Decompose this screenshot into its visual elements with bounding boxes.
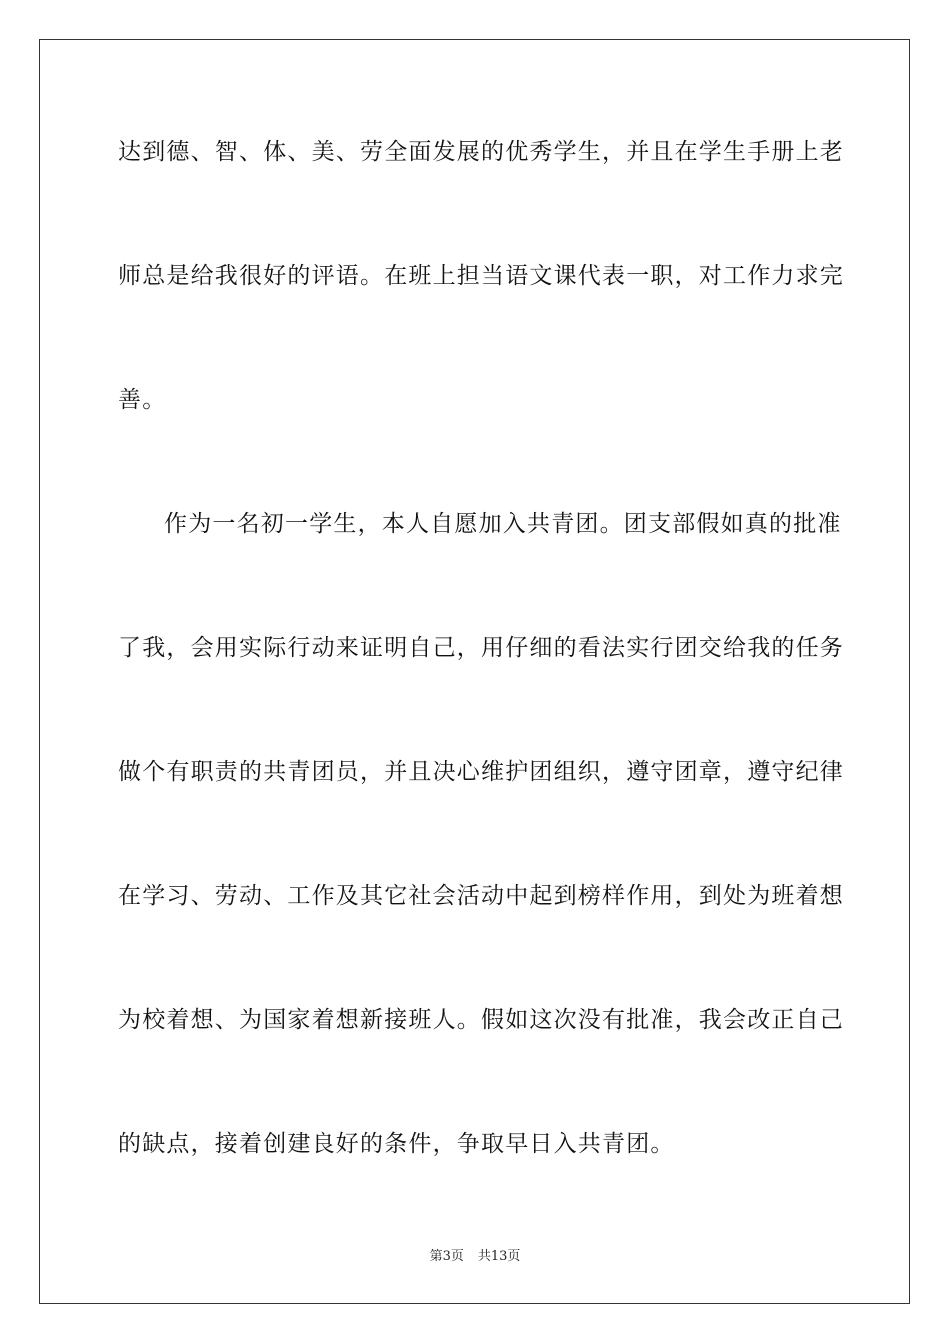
page-footer (0, 1248, 950, 1266)
text-line: 达到德、智、体、美、劳全面发展的优秀学生，并且在学生手册上老 (118, 139, 844, 165)
text-line: 了我，会用实际行动来证明自己，用仔细的看法实行团交给我的任务 (118, 635, 844, 661)
text-line: 师总是给我很好的评语。在班上担当语文课代表一职，对工作力求完 (118, 263, 844, 289)
text-line: 在学习、劳动、工作及其它社会活动中起到榜样作用，到处为班着想 (118, 883, 844, 909)
page-border (39, 39, 910, 1304)
text-line: 善。 (118, 387, 167, 413)
page-number: 第3页 (429, 1249, 464, 1264)
text-line: 作为一名初一学生，本人自愿加入共青团。团支部假如真的批准 (164, 511, 842, 537)
text-line: 的缺点，接着创建良好的条件，争取早日入共青团。 (118, 1131, 675, 1157)
text-line: 做个有职责的共青团员，并且决心维护团组织，遵守团章，遵守纪律 (118, 759, 844, 785)
text-line: 为校着想、为国家着想新接班人。假如这次没有批准，我会改正自己 (118, 1007, 844, 1033)
page-total: 共13页 (477, 1249, 521, 1264)
